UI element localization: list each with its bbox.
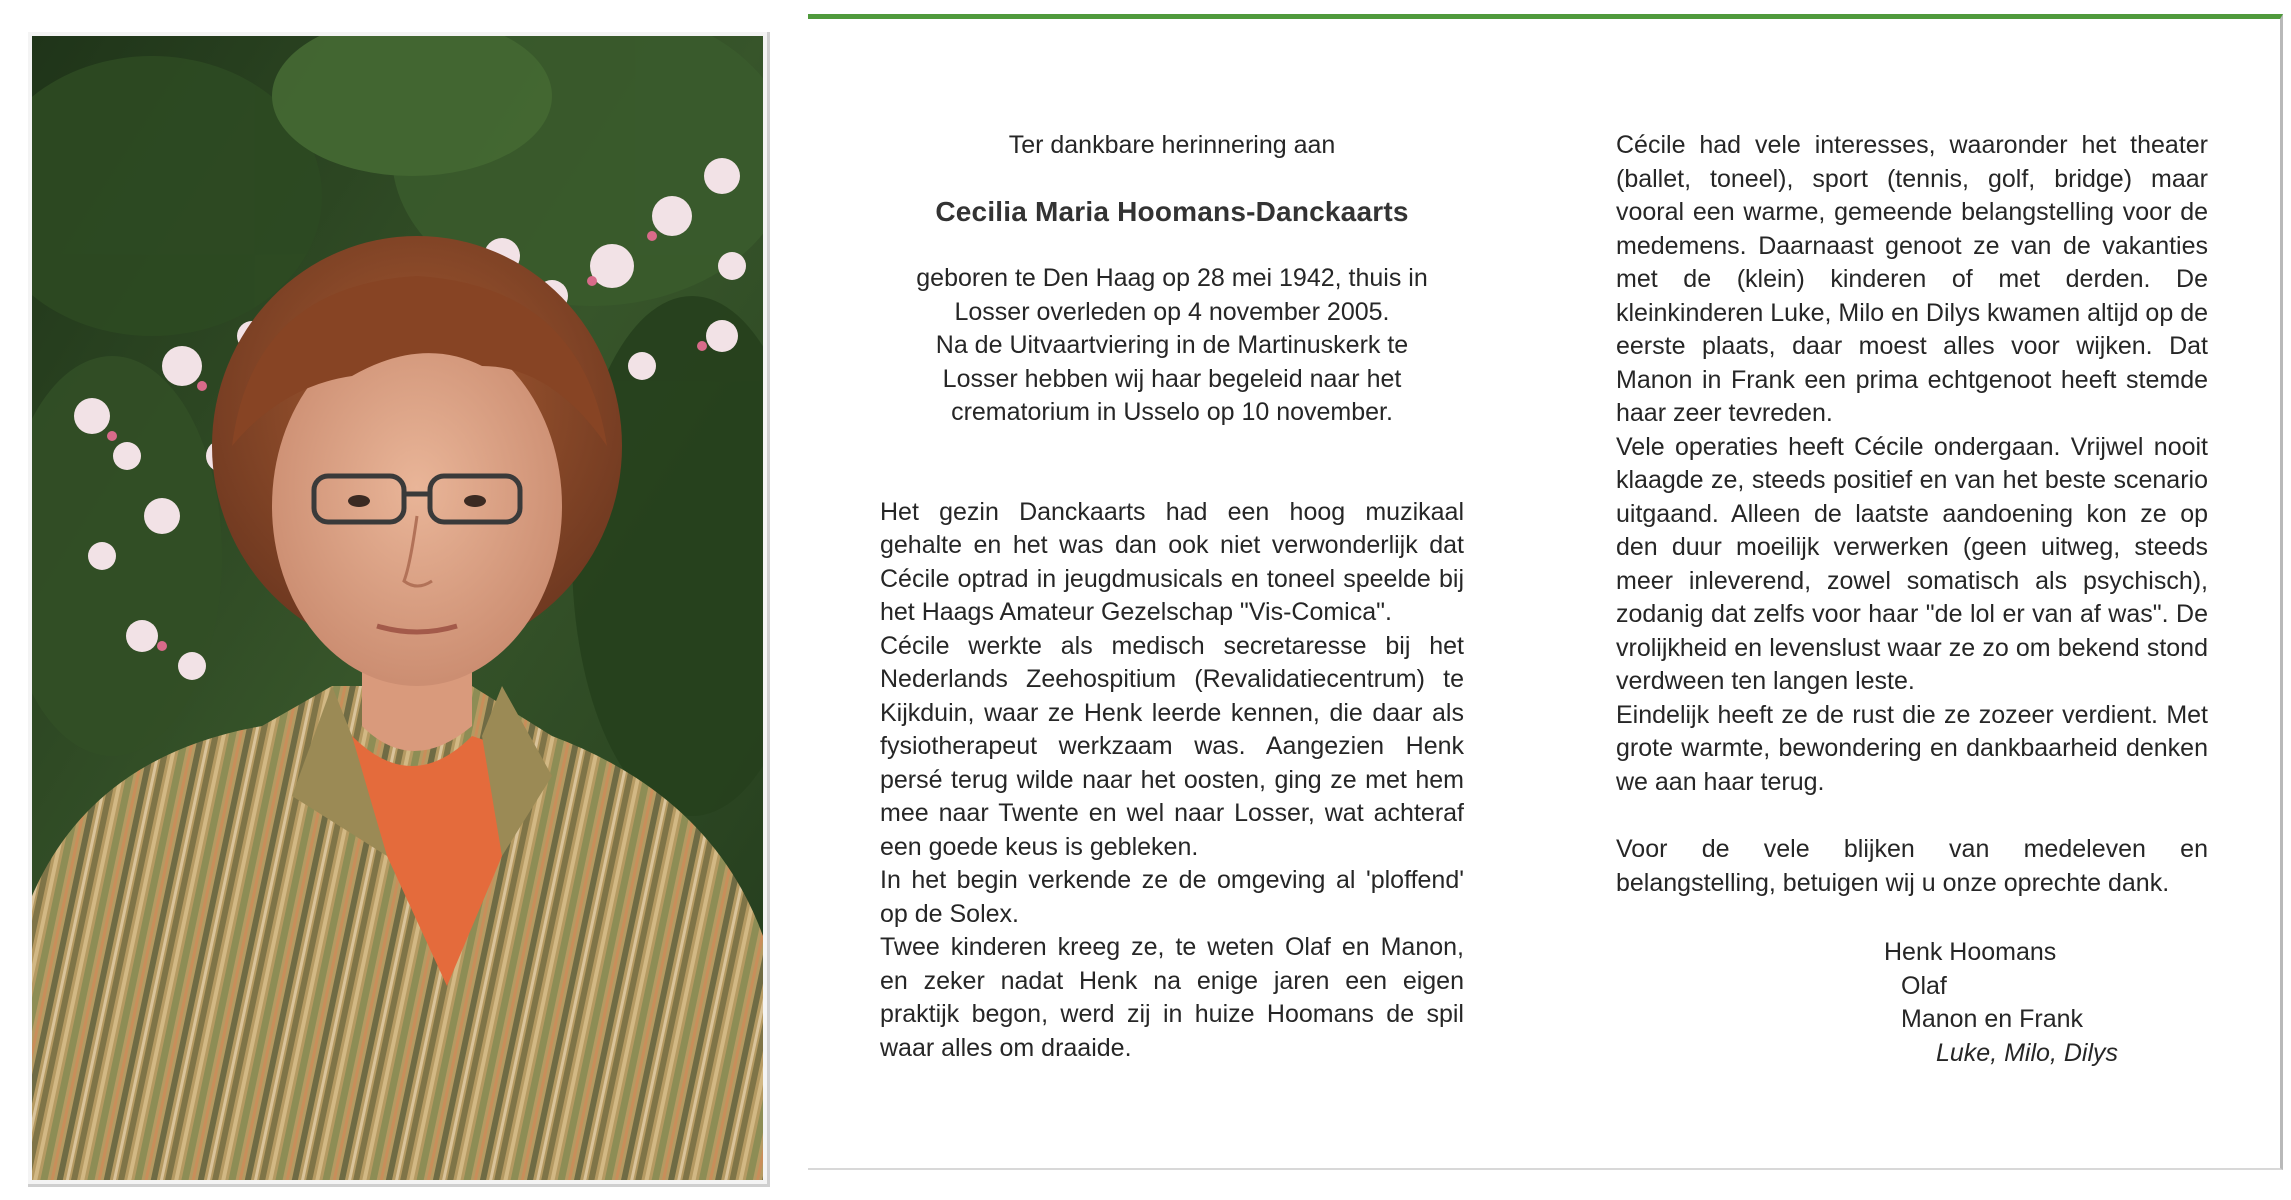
biography-continued (1616, 129, 2208, 799)
biography-paragraph: Het gezin Danckaarts had een hoog muzikaal gehalte en het was dan ook niet verwonderlijk dat Cécile optrad in jeugdmusicals en toneel speelde bij het Haags Amateur Gezelschap "Vis-Comica". (880, 497, 1464, 626)
biography-paragraph: In het begin verkende ze de omgeving al 'ploffend' op de Solex. (880, 866, 1464, 928)
memorial-card (808, 14, 2283, 1170)
life-dates (880, 262, 1464, 430)
thanks-note (1616, 833, 2208, 900)
photo-card (28, 32, 770, 1187)
biography-paragraph: Vele operaties heeft Cécile ondergaan. Vrijwel nooit klaagde ze, steeds positief en van het beste scenario uitgaand. Alleen de laatste aandoening kon ze op den duur moeilijk verwerken (geen uitweg, steeds meer inleverend, zowel somatisch als psychisch), zodanig dat zelfs voor haar "de lol er van af was". De vrolijkheid en levenslust waar ze zo om bekend stond verdween ten langen leste. (1616, 432, 2208, 695)
dates-line: Na de Uitvaartviering in de Martinuskerk te (935, 331, 1409, 359)
biography-paragraph: Cécile werkte als medisch secretaresse bij het Nederlands Zeehospitium (Revalidatiecentrum) te Kijkduin, waar ze Henk leerde kennen, die daar als fysiotherapeut werkzaam was. Aangezien Henk persé terug wilde naar het oosten, ging ze met hem mee naar Twente en wel naar Losser, wat achteraf een goede keus is gebleken. (880, 631, 1464, 861)
biography-paragraph: Cécile had vele interesses, waaronder het theater (ballet, toneel), sport (tennis, golf, bridge) maar vooral een warme, gemeende belangstelling voor de medemens. Daarnaast genoot ze van de vakanties met de (klein) kinderen of met derden. De kleinkinderen Luke, Milo en Dilys kwamen altijd op de eerste plaats, daar moest alles voor wijken. Dat Manon in Frank een prima echtgenoot heeft stemde haar zeer tevreden. (1616, 131, 2208, 427)
dates-line: geboren te Den Haag op 28 mei 1942, thuis in (916, 264, 1428, 292)
dates-line: Losser hebben wij haar begeleid naar het (942, 364, 1402, 393)
signature-grandchildren: Luke, Milo, Dilys (1936, 1038, 2118, 1067)
thanks-text: Voor de vele blijken van medeleven en belangstelling, betuigen wij u onze oprechte dank. (1616, 835, 2208, 897)
signature-manon-frank: Manon en Frank (1901, 1005, 2084, 1033)
biography (880, 496, 1464, 1066)
biography-paragraph: Twee kinderen kreeg ze, te weten Olaf en Manon, en zeker nadat Henk na enige jaren een eigen praktijk begon, werd zij in huize Hoomans de spil waar alles om draaide. (880, 933, 1464, 1062)
dates-line: Losser overleden op 4 november 2005. (954, 297, 1390, 326)
right-column (1616, 129, 2208, 1070)
signature-henk: Henk Hoomans (1884, 938, 2057, 966)
dates-line: crematorium in Usselo op 10 november. (951, 398, 1393, 426)
deceased-name: Cecilia Maria Hoomans-Danckaarts (935, 195, 1409, 227)
left-column (880, 129, 1464, 1065)
signatures (1884, 936, 2208, 1070)
intro-line: Ter dankbare herinnering aan (1008, 131, 1336, 159)
biography-paragraph: Eindelijk heeft ze de rust die ze zozeer verdient. Met grote warmte, bewondering en dankbaarheid denken we aan haar terug. (1616, 700, 2208, 796)
portrait-photo (32, 36, 763, 1180)
signature-olaf: Olaf (1901, 971, 1947, 1000)
